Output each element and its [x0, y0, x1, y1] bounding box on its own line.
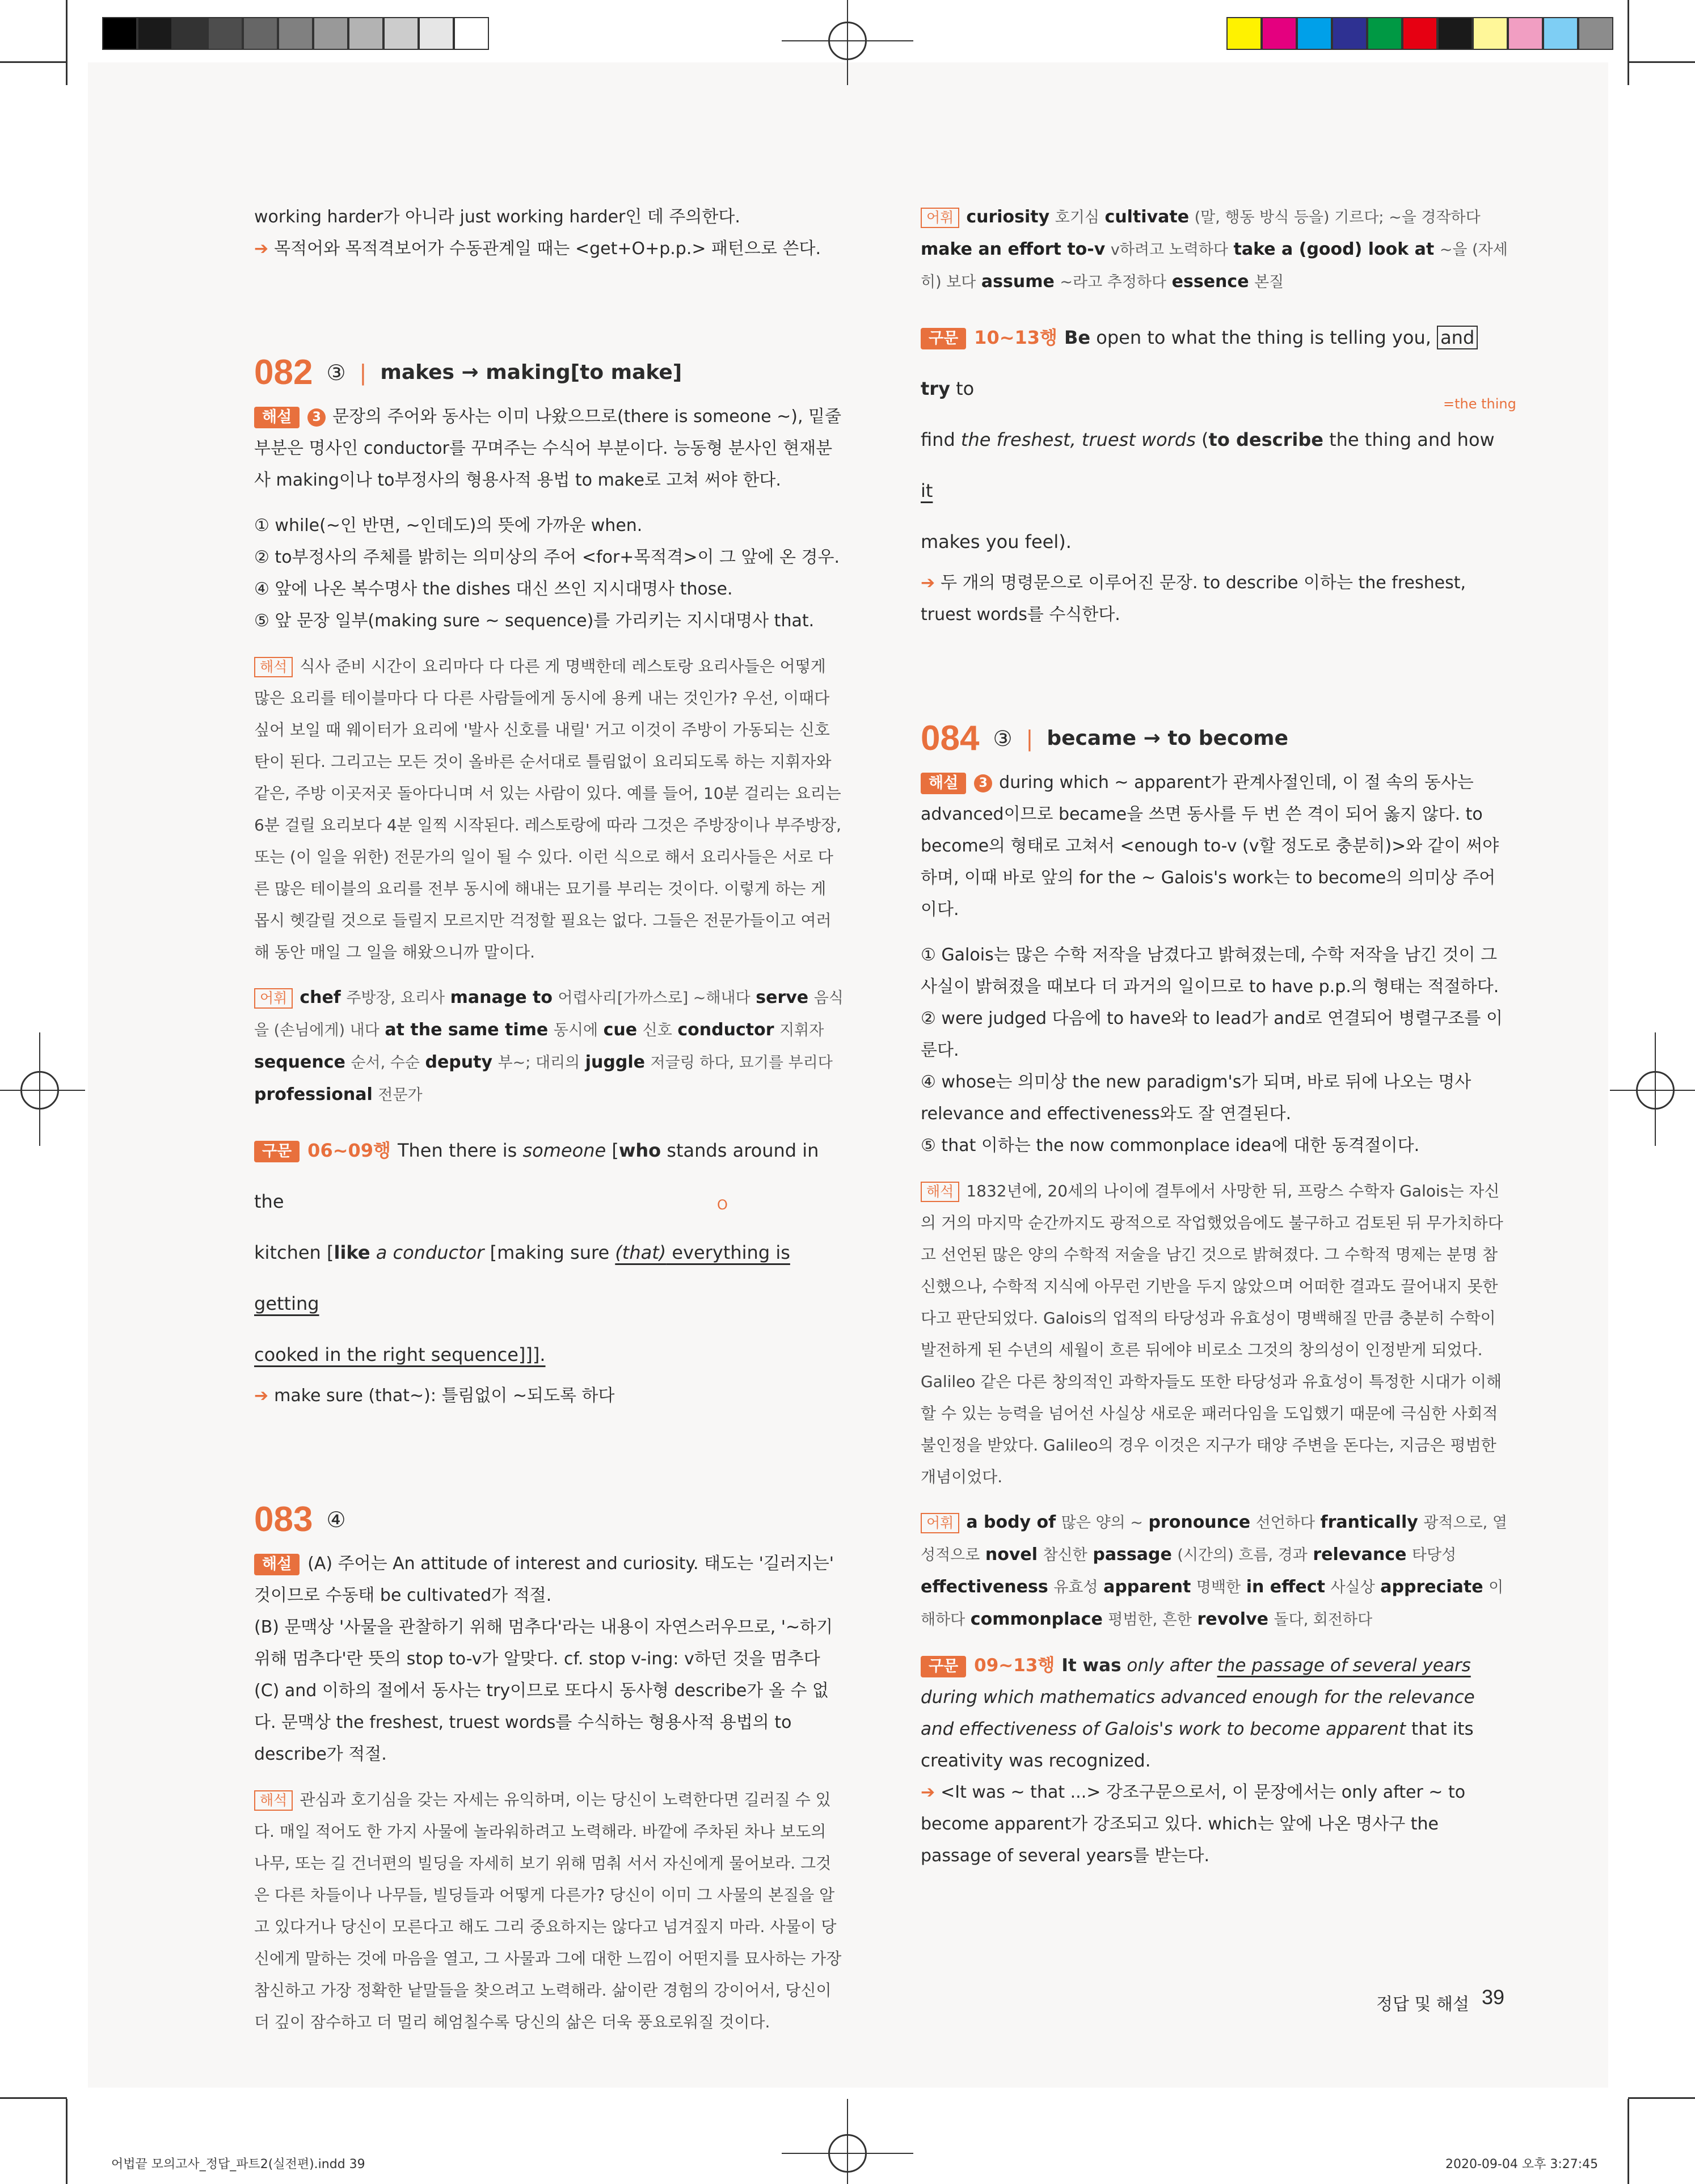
- color-swatch: [1437, 17, 1473, 50]
- haeseok-tag: 해석: [254, 657, 293, 677]
- vocab-word: apparent: [1103, 1577, 1191, 1597]
- vocab-meaning: 평범한, 흔한: [1108, 1611, 1192, 1629]
- color-swatch: [278, 17, 313, 50]
- vocab-meaning: 이해하다: [921, 1579, 1504, 1629]
- vocab-082: [254, 982, 844, 1111]
- arrow-right-icon: ➔: [921, 1782, 935, 1802]
- vocab-word: pronounce: [1148, 1512, 1251, 1532]
- crop-mark: [1628, 2097, 1695, 2099]
- gumun-text: open to what the thing is telling you,: [1090, 327, 1437, 348]
- color-swatch: [1402, 17, 1437, 50]
- gumun-text: to: [950, 378, 975, 399]
- answer-mark: ③: [993, 726, 1013, 751]
- gumun-line: [921, 312, 1511, 414]
- vocab-word: in effect: [1246, 1577, 1325, 1597]
- haeseol-text: during which ~ apparent가 관계사절인데, 이 절 속의 동사는 advanced이므로 became을 쓰면 동사를 두 번 쓴 격이 되어 옳지 않다. to become의 형태로 고쳐서 <enough to-v (v할 정도로 충분히)>와 같이 써야 하며, 이때 바로 앞의 for the ~ Galois's work는 to become의 의미상 주어이다.: [921, 773, 1499, 920]
- vocab-meaning: v하려고 노력하다: [1110, 241, 1228, 259]
- vocab-meaning: 주방장, 요리사: [346, 989, 445, 1007]
- vocab-meaning: 광적으로, 열성적으로: [921, 1514, 1507, 1564]
- haeseol-line: (B) 문맥상 '사물을 관찰하기 위해 멈추다'라는 내용이 자연스러우므로, '~하기 위해 멈추다'란 뜻의 stop to-v가 알맞다. cf. stop v-ing: v하던 것을 멈추다: [254, 1617, 833, 1669]
- color-swatch: [102, 17, 137, 50]
- color-swatch: [1297, 17, 1332, 50]
- gumun-text: it: [921, 480, 933, 501]
- gumun-text: try: [921, 378, 950, 399]
- vocab-word: serve: [756, 988, 809, 1007]
- haeseok-tag: 해석: [921, 1182, 959, 1202]
- vocab-meaning: 동시에: [553, 1022, 598, 1039]
- vocab-meaning: 신호: [642, 1022, 672, 1039]
- vocab-word: curiosity: [966, 207, 1050, 227]
- vocab-word: frantically: [1320, 1512, 1418, 1532]
- vocab-word: passage: [1093, 1545, 1172, 1565]
- vocab-083: [921, 201, 1511, 298]
- gumun-text: Then there is: [397, 1140, 523, 1161]
- date-slug: 2020-09-04 오후 3:27:45: [1445, 2157, 1599, 2172]
- vocab-word: cultivate: [1104, 207, 1190, 227]
- gumun-line: [254, 1227, 844, 1329]
- vocab-084: [921, 1507, 1511, 1636]
- gumun-text: and: [1437, 326, 1478, 349]
- gumun-text: during which mathematics advanced enough for the relevance and effectiveness of Galois's work to become apparent: [921, 1687, 1475, 1739]
- registration-crosshair: [0, 1090, 85, 1091]
- option-item: ① Galois는 많은 수학 저작을 남겼다고 밝혀졌는데, 수학 저작을 남긴 것이 그 사실이 밝혀졌을 때보다 더 과거의 일이므로 to have p.p.의 형태는 적절하다.: [921, 945, 1499, 997]
- haeseok-text: 1832년에, 20세의 나이에 결투에서 사망한 뒤, 프랑스 수학자 Galois는 자신의 거의 마지막 순간까지도 광적으로 작업했었음에도 불구하고 검토된 뒤 무가치하다고 선언된 많은 양의 수학적 저술을 남긴 것으로 밝혀졌다. 그 수학적 명제는 분명 참신했으나, 수학적 지식에 아무런 기반을 두지 않았으며 어떠한 결과도 끌어내지 못한다고 판단되었다. Galois의 업적의 타당성과 유효성이 명백해질 만큼 충분히 수학이 발전하게 된 수년의 세월이 흐른 뒤에야 비로소 그것의 창의성이 인정받게 되었다. Galileo 같은 다른 창의적인 과학자들도 또한 타당성과 유효성이 특정한 시대가 이해할 수 있는 능력을 넘어선 사실상 새로운 패러다임을 도입했기 때문에 극심한 사회적 불인정을 받았다. Galileo의 경우 이것은 지구가 태양 주변을 돈다는, 지금은 평범한 개념이었다.: [921, 1182, 1503, 1486]
- haeseok-text: 관심과 호기심을 갖는 자세는 유익하며, 이는 당신이 노력한다면 길러질 수 있다. 매일 적어도 한 가지 사물에 놀라워하려고 노력해라. 바깥에 주차된 차나 보도의 나무, 또는 길 건너편의 빌딩을 자세히 보기 위해 멈춰 서서 자신에게 물어보라. 그것은 다른 차들이나 나무들, 빌딩들과 어떻게 다른가? 당신이 이미 그 사물의 본질을 알고 있다거나 당신이 모른다고 해도 그리 중요하지는 않다고 넘겨짚지 마라. 사물이 당신에게 말하는 것에 마음을 열고, 그 사물과 그에 대한 느낌이 어떤지를 묘사하는 가장 참신하고 가장 정확한 낱말들을 찾으려고 노력해라. 삶이란 경험의 강이어서, 당신이 더 깊이 잠수하고 더 멀리 헤엄칠수록 당신의 삶은 더욱 풍요로워질 것이다.: [254, 1790, 842, 2031]
- question-number: 082: [254, 353, 313, 392]
- gumun-text: [: [606, 1140, 619, 1161]
- gumun-text: someone: [522, 1140, 606, 1161]
- registration-crosshair: [39, 1032, 40, 1146]
- registration-crosshair: [1610, 1090, 1695, 1091]
- vocab-word: novel: [985, 1545, 1038, 1565]
- gumun-text: (that): [615, 1242, 667, 1263]
- vocab-meaning: 유효성: [1053, 1579, 1098, 1596]
- registration-crosshair: [847, 2099, 848, 2184]
- vocab-word: sequence: [254, 1052, 345, 1072]
- vocab-word: take a (good) look at: [1233, 239, 1435, 259]
- color-swatch: [1367, 17, 1402, 50]
- gumun-tag: 구문: [921, 1656, 966, 1677]
- gumun-line: cooked in the right sequence]]].: [254, 1344, 546, 1365]
- answer-mark: ③: [326, 360, 346, 385]
- question-number: 083: [254, 1500, 313, 1539]
- line-ref: 06~09행: [307, 1140, 391, 1161]
- color-swatch: [1473, 17, 1508, 50]
- vocab-meaning: (말, 행동 방식 등을) 기르다; ~을 경작하다: [1194, 209, 1481, 226]
- gumun-text: a conductor: [376, 1242, 484, 1263]
- vocab-meaning: ~을 (자세히) 보다: [921, 241, 1508, 291]
- option-item: ④ 앞에 나온 복수명사 the dishes 대신 쓰인 지시대명사 those.: [254, 579, 733, 599]
- color-swatch: [1508, 17, 1543, 50]
- crop-mark: [1628, 61, 1695, 63]
- question-083-header: [254, 1497, 844, 1542]
- vocab-word: professional: [254, 1085, 373, 1104]
- intro-line: working harder가 아니라 just working harder인 데 주의한다.: [254, 207, 740, 227]
- vocab-tag: 어휘: [921, 1513, 959, 1533]
- vocab-meaning: 지휘자: [779, 1022, 824, 1039]
- vocab-word: deputy: [425, 1052, 493, 1072]
- process-color-bar: [1226, 17, 1613, 50]
- haeseok-082: [254, 651, 844, 968]
- color-swatch: [1332, 17, 1367, 50]
- haeseol-line: (C) and 이하의 절에서 동사는 try이므로 또다시 동사형 describe가 올 수 없다. 문맥상 the freshest, truest words를 수식하는 형용사적 용법의 to describe가 적절.: [254, 1681, 829, 1764]
- crop-mark: [66, 0, 68, 85]
- vocab-meaning: 부~; 대리의: [497, 1054, 580, 1072]
- color-swatch: [383, 17, 419, 50]
- gumun-text: the passage of several years: [1217, 1655, 1471, 1676]
- color-swatch: [313, 17, 348, 50]
- haeseok-text: 식사 준비 시간이 요리마다 다 다른 게 명백한데 레스토랑 요리사들은 어떻게 많은 요리를 테이블마다 다 다른 사람들에게 동시에 용케 내는 것인가? 우선, 이때다 싶어 보일 때 웨이터가 요리에 '발사 신호를 내릴' 거고 이것이 주방이 가동되는 신호탄이 된다. 그리고는 모든 것이 올바른 순서대로 틀림없이 요리되도록 하는 지휘자와 같은, 주방 이곳저곳 돌아다니며 서 있는 사람이 있다. 예를 들어, 10분 걸리는 요리는 6분 걸릴 요리보다 4분 일찍 시작된다. 레스토랑에 따라 그것은 주방장이나 부주방장, 또는 (이 일을 위한) 전문가의 일이 될 수 있다. 이런 식으로 해서 요리사들은 서로 다른 많은 테이블의 요리를 전부 동시에 해내는 묘기를 부리는 것이다. 이렇게 하는 게 몹시 헷갈릴 것으로 들릴지 모르지만 걱정할 필요는 없다. 그들은 전문가들이고 여러 해 동안 매일 그 일을 해왔으니까 말이다.: [254, 657, 842, 962]
- color-swatch: [208, 17, 243, 50]
- gumun-text: It was: [1061, 1655, 1121, 1676]
- gumun-line: [254, 1125, 844, 1227]
- vocab-meaning: 어렵사리[가까스로] ~해내다: [558, 989, 750, 1007]
- gumun-text: Be: [1064, 327, 1091, 348]
- crop-mark: [0, 61, 67, 63]
- arrow-right-icon: ➔: [254, 1386, 269, 1406]
- option-item: ② to부정사의 주체를 밝히는 의미상의 주어 <for+목적격>이 그 앞에 온 경우.: [254, 547, 840, 567]
- color-swatch: [1262, 17, 1297, 50]
- vocab-meaning: 음식을 (손님에게) 내다: [254, 989, 844, 1039]
- registration-crosshair: [1655, 1032, 1656, 1146]
- grayscale-color-bar: [102, 17, 489, 50]
- vocab-tag: 어휘: [254, 988, 293, 1009]
- question-082-header: [254, 350, 844, 395]
- haeseok-084: [921, 1175, 1511, 1493]
- circled-number-icon: 3: [974, 774, 992, 792]
- haeseol-tag: 해설: [254, 1554, 300, 1575]
- gumun-text: the freshest, truest words: [960, 429, 1196, 450]
- color-swatch: [1543, 17, 1578, 50]
- gumun-text: kitchen [: [254, 1242, 334, 1263]
- gumun-text: [370, 1242, 376, 1263]
- arrow-right-icon: ➔: [921, 573, 935, 593]
- gumun-text: the thing and how: [1323, 429, 1495, 450]
- gumun-line: makes you feel).: [921, 531, 1072, 553]
- option-item: ④ whose는 의미상 the new paradigm's가 되며, 바로 뒤에 나오는 명사 relevance and effectiveness와도 잘 연결된다.: [921, 1072, 1471, 1124]
- answer-mark: ④: [326, 1507, 346, 1532]
- gumun-note: [921, 1777, 1511, 1872]
- circled-number-icon: 3: [307, 408, 326, 427]
- vocab-word: at the same time: [385, 1020, 549, 1040]
- haeseol-tag: 해설: [921, 773, 966, 794]
- question-084-header: [921, 716, 1511, 761]
- question-number: 084: [921, 719, 980, 758]
- option-item: ⑤ that 이하는 the now commonplace idea에 대한 동격절이다.: [921, 1136, 1420, 1156]
- color-swatch: [454, 17, 489, 50]
- vocab-word: conductor: [677, 1020, 774, 1040]
- color-swatch: [243, 17, 278, 50]
- arrow-right-icon: ➔: [254, 239, 269, 259]
- vocab-meaning: 사실상: [1330, 1579, 1375, 1596]
- vocab-word: commonplace: [970, 1609, 1103, 1629]
- gumun-text: (: [1195, 429, 1209, 450]
- vocab-word: appreciate: [1380, 1577, 1483, 1597]
- gumun-line: [921, 414, 1511, 516]
- gumun-text: that its creativity was recognized.: [921, 1719, 1474, 1771]
- vocab-meaning: 많은 양의 ~: [1061, 1514, 1143, 1532]
- divider: |: [359, 360, 367, 385]
- vocab-meaning: 타당성: [1411, 1546, 1457, 1564]
- line-ref: 10~13행: [974, 327, 1057, 348]
- haeseok-083: [254, 1784, 844, 2038]
- line-ref: 09~13행: [974, 1655, 1055, 1676]
- intro-note-text: 목적어와 목적격보어가 수동관계일 때는 <get+O+p.p.> 패턴으로 쓴다.: [274, 239, 821, 259]
- gumun-text: to describe: [1208, 429, 1323, 450]
- gumun-tag: 구문: [254, 1141, 300, 1162]
- haeseol-tag: 해설: [254, 407, 300, 428]
- gumun-082: [254, 1125, 844, 1380]
- haeseol-082: [254, 401, 844, 496]
- gumun-084: [921, 1650, 1511, 1777]
- crop-mark: [1627, 2099, 1629, 2184]
- gumun-note-text: 두 개의 명령문으로 이루어진 문장. to describe 이하는 the freshest, truest words를 수식한다.: [921, 573, 1466, 625]
- crop-mark: [0, 2097, 67, 2099]
- color-swatch: [1226, 17, 1262, 50]
- gumun-tag: 구문: [921, 328, 966, 349]
- reference-note: =the thing: [1443, 396, 1516, 412]
- vocab-meaning: 순서, 수순: [351, 1054, 420, 1072]
- left-column: [254, 201, 844, 2038]
- intro-note: [254, 233, 844, 265]
- vocab-meaning: 명백한: [1196, 1579, 1241, 1596]
- section-title: 정답 및 해설: [1376, 1995, 1469, 2014]
- haeseol-083: [254, 1548, 844, 1612]
- page-number: 39: [1482, 1985, 1505, 2009]
- vocab-word: essence: [1171, 272, 1249, 292]
- gumun-text: who: [618, 1140, 661, 1161]
- vocab-word: juggle: [585, 1052, 645, 1072]
- option-item: ② were judged 다음에 to have와 to lead가 and로 연결되어 병렬구조를 이룬다.: [921, 1009, 1503, 1060]
- haeseol-084: [921, 767, 1511, 926]
- gumun-note-text: make sure (that~): 틀림없이 ~되도록 하다: [274, 1386, 615, 1406]
- vocab-meaning: 호기심: [1055, 209, 1099, 226]
- color-swatch: [172, 17, 208, 50]
- vocab-word: a body of: [966, 1512, 1056, 1532]
- crop-mark: [1627, 0, 1629, 85]
- vocab-meaning: 본질: [1254, 273, 1284, 291]
- haeseol-text: 문장의 주어와 동사는 이미 나왔으므로(there is someone ~), 밑줄 부분은 명사인 conductor를 꾸며주는 수식어 부분이다. 능동형 분사인 현재분사 making이나 to부정사의 형용사적 용법 to make로 고쳐 써야 한다.: [254, 407, 842, 490]
- object-marker: O: [717, 1197, 728, 1213]
- correction-title: makes → making[to make]: [380, 361, 682, 384]
- option-item: ⑤ 앞 문장 일부(making sure ~ sequence)를 가리키는 지시대명사 that.: [254, 611, 815, 631]
- haeseol-text: (A) 주어는 An attitude of interest and curiosity. 태도는 '길러지는' 것이므로 수동태 be cultivated가 적절.: [254, 1554, 834, 1605]
- color-swatch: [419, 17, 454, 50]
- gumun-note: [254, 1380, 844, 1412]
- gumun-text: stands around in the: [254, 1140, 819, 1212]
- correction-title: became → to become: [1047, 727, 1288, 750]
- vocab-meaning: 돌다, 회전하다: [1274, 1611, 1373, 1629]
- gumun-text: [making sure: [484, 1242, 615, 1263]
- vocab-meaning: 선언하다: [1255, 1514, 1315, 1532]
- color-swatch: [137, 17, 172, 50]
- vocab-word: cue: [603, 1020, 638, 1040]
- divider: |: [1026, 726, 1034, 751]
- haeseok-tag: 해석: [254, 1790, 293, 1811]
- vocab-word: relevance: [1313, 1545, 1407, 1565]
- gumun-text: only after: [1121, 1655, 1217, 1676]
- gumun-note-text: <It was ~ that ...> 강조구문으로서, 이 문장에서는 only after ~ to become apparent가 강조되고 있다. which는 앞에 나온 명사구 the passage of several years를 받는다.: [921, 1782, 1466, 1866]
- color-swatch: [1578, 17, 1613, 50]
- vocab-meaning: (시간의) 흐름, 경과: [1177, 1546, 1308, 1564]
- vocab-tag: 어휘: [921, 208, 959, 228]
- vocab-word: manage to: [450, 988, 553, 1007]
- registration-crosshair: [847, 0, 848, 85]
- right-column: [921, 201, 1511, 1872]
- vocab-meaning: 참신한: [1043, 1546, 1087, 1564]
- gumun-text: find: [921, 429, 961, 450]
- file-slug: 어법끝 모의고사_정답_파트2(실전편).indd 39: [111, 2157, 365, 2172]
- gumun-text: like: [334, 1242, 370, 1263]
- vocab-word: assume: [981, 272, 1055, 292]
- color-swatch: [348, 17, 383, 50]
- vocab-meaning: 전문가: [378, 1086, 423, 1104]
- vocab-word: revolve: [1197, 1609, 1268, 1629]
- vocab-word: make an effort to-v: [921, 239, 1106, 259]
- vocab-meaning: 저글링 하다, 묘기를 부리다: [650, 1054, 833, 1072]
- vocab-word: effectiveness: [921, 1577, 1048, 1597]
- gumun-083: [921, 312, 1511, 567]
- crop-mark: [66, 2099, 68, 2184]
- vocab-meaning: ~라고 추정하다: [1060, 273, 1167, 291]
- gumun-text: everything is getting: [254, 1242, 790, 1314]
- gumun-note: [921, 567, 1511, 631]
- option-item: ① while(~인 반면, ~인데도)의 뜻에 가까운 when.: [254, 516, 643, 536]
- vocab-word: chef: [300, 988, 341, 1007]
